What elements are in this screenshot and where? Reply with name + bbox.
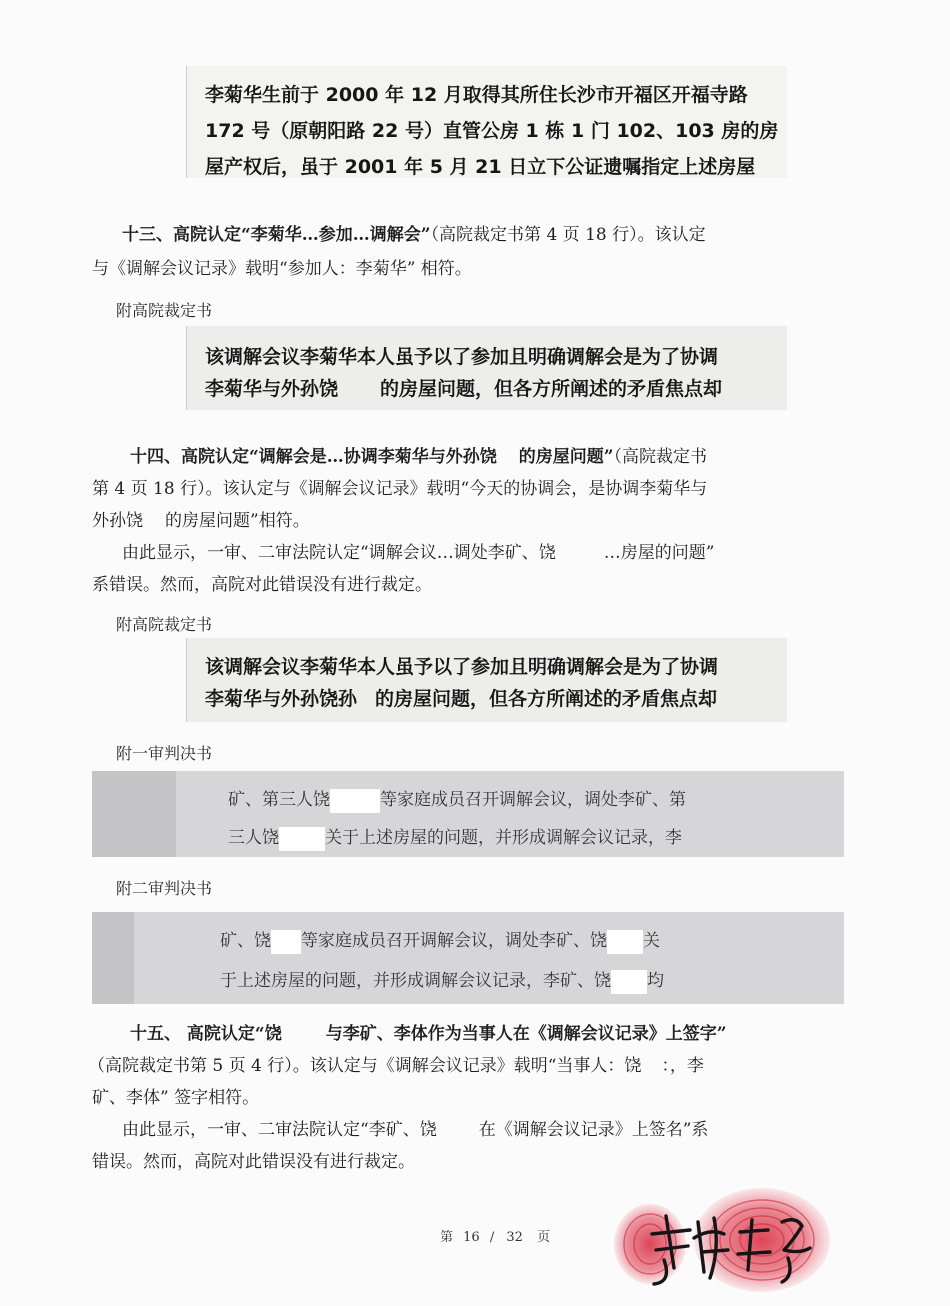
court-ruling-excerpt	[186, 638, 787, 722]
section-15-text: ：，李	[661, 1056, 704, 1076]
excerpt-line	[228, 823, 682, 851]
section-15-text: 由此显示，一审、二审法院认定“李矿、饶	[122, 1120, 437, 1140]
attachment-label: 附高院裁定书	[116, 615, 213, 634]
section-13-heading: 十三、高院认定“李菊华…参加…调解会”	[122, 225, 431, 245]
redaction-box	[330, 789, 380, 813]
redaction-box	[279, 827, 325, 851]
excerpt-line: 172 号（原朝阳路 22 号）直管公房 1 栋 1 门 102、103 房的房	[205, 120, 779, 142]
excerpt-text: 矿、第三人饶	[228, 790, 330, 810]
page-separator: /	[489, 1230, 495, 1245]
court-ruling-excerpt	[186, 326, 787, 410]
first-instance-excerpt	[92, 771, 844, 857]
section-14-citation: （高院裁定书	[613, 447, 708, 467]
section-13-line-1	[122, 219, 706, 251]
section-15-heading: 与李矿、李体作为当事人在《调解会议记录》上签字”	[325, 1024, 727, 1044]
section-14-text: 由此显示，一审、二审法院认定“调解会议…调处李矿、饶	[122, 543, 556, 563]
section-14-text: 的房屋问题”相符。	[165, 511, 310, 531]
attachment-label: 附二审判决书	[116, 879, 213, 898]
current-page: 16	[463, 1230, 480, 1245]
excerpt-text: 三人饶	[228, 828, 279, 848]
second-instance-excerpt	[92, 912, 844, 1004]
excerpt-line	[205, 684, 717, 711]
section-14-para-2-line-2: 系错误。然而，高院对此错误没有进行裁定。	[92, 575, 432, 595]
page-spine	[92, 912, 134, 1004]
excerpt-line: 屋产权后，虽于 2001 年 5 月 21 日立下公证遗嘱指定上述房屋	[205, 156, 756, 178]
excerpt-line	[205, 374, 722, 401]
page-number	[440, 1226, 550, 1245]
section-14-line-2: 第 4 页 18 行）。该认定与《调解会议记录》载明“今天的协调会，是协调李菊华与	[92, 479, 708, 499]
excerpt-line: 李菊华生前于 2000 年 12 月取得其所住长沙市开福区开福寺路	[205, 84, 748, 106]
attachment-label: 附一审判决书	[116, 744, 213, 763]
excerpt-line	[228, 785, 686, 813]
excerpt-line: 该调解会议李菊华本人虽予以了参加且明确调解会是为了协调	[205, 346, 719, 368]
excerpt-text: 的房屋问题，但各方所阐述的矛盾焦点却	[375, 688, 718, 710]
excerpt-text: 的房屋问题，但各方所阐述的矛盾焦点却	[380, 378, 723, 400]
section-15-line-2	[88, 1050, 704, 1082]
excerpt-text: 李菊华与外孙饶孙	[205, 688, 358, 710]
section-15-line-3: 矿、李体” 签字相符。	[92, 1088, 260, 1108]
excerpt-text: 矿、饶	[220, 931, 271, 951]
excerpt-text: 等家庭成员召开调解会议，调处李矿、饶	[301, 931, 607, 951]
section-15-para-2-line-2: 错误。然而，高院对此错误没有进行裁定。	[92, 1152, 415, 1172]
section-15-para-2-line-1	[122, 1114, 708, 1146]
section-14-heading: 十四、高院认定“调解会是…协调李菊华与外孙饶	[130, 447, 497, 467]
excerpt-text: 关于上述房屋的问题，并形成调解会议记录，李	[325, 828, 682, 848]
top-excerpt	[186, 66, 787, 178]
section-15-line-1	[130, 1018, 726, 1050]
section-15-text: 在《调解会议记录》上签名”系	[478, 1120, 709, 1140]
section-13-line-2: 与《调解会议记录》载明“参加人：李菊华” 相符。	[92, 259, 472, 279]
excerpt-line	[220, 966, 664, 994]
excerpt-line	[220, 926, 660, 954]
section-14-text: 外孙饶	[92, 511, 143, 531]
section-14-line-3	[92, 505, 310, 537]
section-13-citation: （高院裁定书第 4 页 18 行）。该认定	[430, 225, 706, 245]
page-prefix: 第	[440, 1230, 454, 1245]
excerpt-text: 于上述房屋的问题，并形成调解会议记录，李矿、饶	[220, 971, 611, 991]
section-14-para-2-line-1	[122, 537, 714, 569]
excerpt-text: 关	[643, 931, 660, 951]
excerpt-text: 均	[647, 971, 664, 991]
section-14-line-1	[130, 441, 707, 473]
redaction-box	[607, 930, 643, 954]
redaction-box	[611, 970, 647, 994]
section-15-text: （高院裁定书第 5 页 4 行）。该认定与《调解会议记录》载明“当事人：饶	[88, 1056, 642, 1076]
attachment-label: 附高院裁定书	[116, 301, 213, 320]
section-15-heading: 十五、 高院认定“饶	[130, 1024, 282, 1044]
section-14-text: …房屋的问题”	[603, 543, 715, 563]
excerpt-text: 等家庭成员召开调解会议，调处李矿、第	[380, 790, 686, 810]
redaction-box	[271, 930, 301, 954]
handwritten-signature	[644, 1198, 824, 1288]
signature-icon	[644, 1198, 824, 1288]
section-14-heading: 的房屋问题”	[518, 447, 614, 467]
page-spine	[92, 771, 176, 857]
excerpt-text: 李菊华与外孙饶	[205, 378, 339, 400]
page-suffix: 页	[537, 1230, 551, 1245]
excerpt-line: 该调解会议李菊华本人虽予以了参加且明确调解会是为了协调	[205, 656, 719, 678]
total-pages: 32	[506, 1230, 523, 1245]
